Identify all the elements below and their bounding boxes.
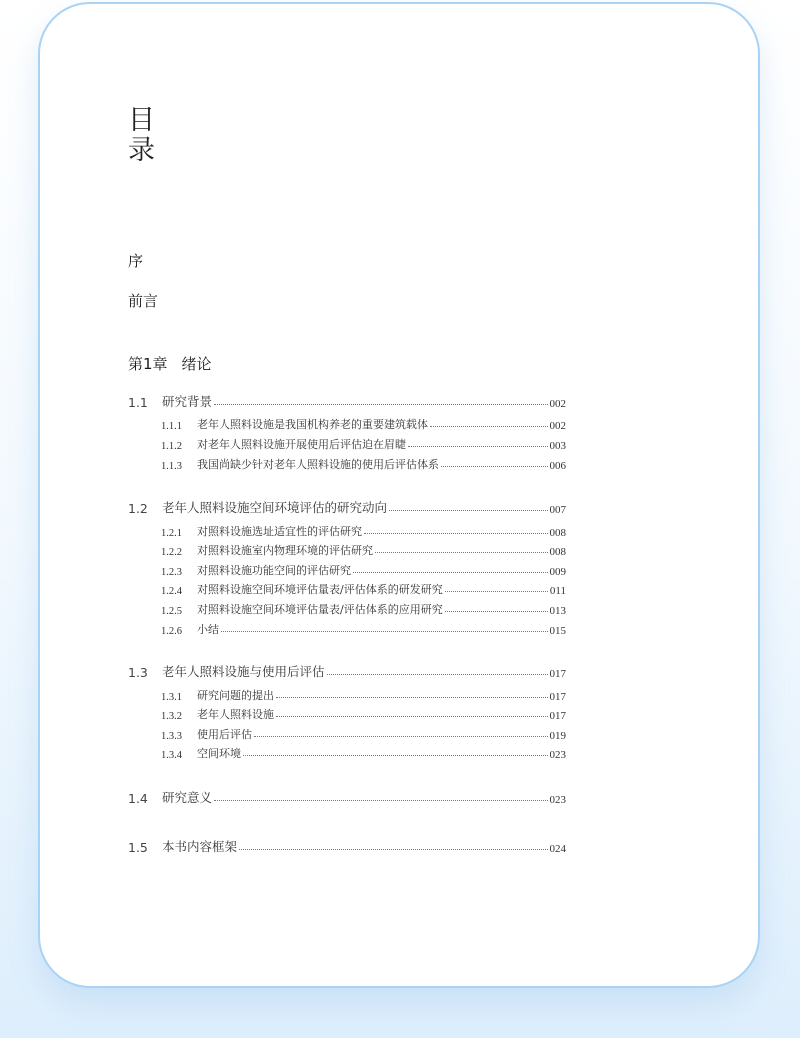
dot-leader — [243, 755, 548, 756]
subsection-number: 1.2.6 — [161, 626, 182, 637]
subsection-number: 1.1.3 — [161, 461, 182, 472]
subsection-number: 1.3.1 — [161, 692, 182, 703]
section-title: 研究意义 — [162, 790, 213, 805]
toc-subsection[interactable] — [161, 436, 566, 452]
dot-leader — [441, 466, 548, 467]
toc-subsection[interactable] — [161, 726, 566, 742]
toc-subsection[interactable] — [161, 687, 566, 703]
subsection-number: 1.2.3 — [161, 567, 182, 578]
dot-leader — [375, 552, 548, 553]
dot-leader — [353, 572, 548, 573]
dot-leader — [364, 533, 548, 534]
subsection-title: 对照料设施空间环境评估量表/评估体系的研发研究 — [197, 583, 443, 596]
page-number: 017 — [549, 691, 566, 703]
page-number: 007 — [549, 504, 566, 516]
dot-leader — [276, 716, 548, 717]
toc-section[interactable] — [128, 662, 566, 680]
chapter-number: 第1章 — [128, 355, 168, 373]
section-title: 研究背景 — [162, 394, 213, 409]
toc-title-char-1: 目 — [128, 105, 155, 136]
toc-subsection[interactable] — [161, 416, 566, 432]
subsection-title: 使用后评估 — [197, 728, 252, 741]
toc-subsection[interactable] — [161, 542, 566, 558]
page-number: 013 — [549, 605, 566, 617]
toc-entry-preface[interactable]: 序 — [128, 252, 144, 270]
toc-subsection[interactable] — [161, 523, 566, 539]
subsection-title: 对照料设施空间环境评估量表/评估体系的应用研究 — [197, 603, 443, 616]
dot-leader — [239, 849, 547, 850]
page-number: 017 — [549, 710, 566, 722]
page-number: 009 — [549, 566, 566, 578]
page-number: 008 — [549, 527, 566, 539]
subsection-title: 对照料设施室内物理环境的评估研究 — [197, 544, 373, 557]
toc-subsection[interactable] — [161, 562, 566, 578]
page-number: 024 — [549, 843, 566, 855]
dot-leader — [327, 674, 548, 675]
dot-leader — [214, 800, 547, 801]
subsection-number: 1.3.2 — [161, 711, 182, 722]
page-number: 002 — [549, 398, 566, 410]
subsection-number: 1.2.5 — [161, 606, 182, 617]
chapter-title: 绪论 — [181, 355, 212, 373]
subsection-title: 老年人照料设施是我国机构养老的重要建筑载体 — [197, 418, 428, 431]
page-number: 008 — [549, 546, 566, 558]
toc-subsection[interactable] — [161, 581, 566, 597]
toc-title-char-2: 录 — [128, 135, 155, 166]
toc-subsection[interactable] — [161, 601, 566, 617]
toc-section[interactable] — [128, 392, 566, 410]
subsection-title: 对照料设施功能空间的评估研究 — [197, 564, 351, 577]
toc-subsection[interactable] — [161, 456, 566, 472]
section-title: 本书内容框架 — [162, 839, 238, 854]
toc-entry-foreword[interactable]: 前言 — [128, 292, 159, 310]
page-number: 023 — [549, 749, 566, 761]
page-number: 003 — [549, 440, 566, 452]
toc-section[interactable] — [128, 788, 566, 806]
section-number: 1.3 — [128, 665, 148, 680]
dot-leader — [445, 591, 548, 592]
dot-leader — [276, 697, 548, 698]
page-number: 015 — [549, 625, 566, 637]
section-number: 1.5 — [128, 840, 148, 855]
section-title: 老年人照料设施空间环境评估的研究动向 — [162, 500, 388, 515]
section-number: 1.2 — [128, 501, 148, 516]
subsection-title: 空间环境 — [197, 747, 241, 760]
subsection-title: 小结 — [197, 623, 219, 636]
subsection-number: 1.2.1 — [161, 528, 182, 539]
subsection-title: 对照料设施选址适宜性的评估研究 — [197, 525, 362, 538]
subsection-number: 1.1.2 — [161, 441, 182, 452]
page-number: 023 — [549, 794, 566, 806]
toc-subsection[interactable] — [161, 621, 566, 637]
subsection-number: 1.3.4 — [161, 750, 182, 761]
dot-leader — [254, 736, 548, 737]
toc-subsection[interactable] — [161, 745, 566, 761]
page-number: 011 — [549, 585, 566, 597]
dot-leader — [214, 404, 547, 405]
section-title: 老年人照料设施与使用后评估 — [162, 664, 325, 679]
toc-section[interactable] — [128, 498, 566, 516]
page-number: 019 — [549, 730, 566, 742]
toc-subsection[interactable] — [161, 706, 566, 722]
chapter-heading[interactable] — [128, 353, 212, 374]
subsection-number: 1.2.4 — [161, 586, 182, 597]
page-number: 017 — [549, 668, 566, 680]
subsection-title: 研究问题的提出 — [197, 689, 274, 702]
toc-title — [128, 106, 164, 166]
subsection-number: 1.1.1 — [161, 421, 182, 432]
dot-leader — [389, 510, 547, 511]
dot-leader — [221, 631, 548, 632]
page-number: 002 — [549, 420, 566, 432]
section-number: 1.1 — [128, 395, 148, 410]
page-number: 006 — [549, 460, 566, 472]
subsection-title: 我国尚缺少针对老年人照料设施的使用后评估体系 — [197, 458, 439, 471]
toc-section[interactable] — [128, 837, 566, 855]
subsection-title: 对老年人照料设施开展使用后评估迫在眉睫 — [197, 438, 406, 451]
dot-leader — [430, 426, 548, 427]
subsection-number: 1.2.2 — [161, 547, 182, 558]
dot-leader — [408, 446, 548, 447]
subsection-title: 老年人照料设施 — [197, 708, 274, 721]
dot-leader — [445, 611, 548, 612]
section-number: 1.4 — [128, 791, 148, 806]
subsection-number: 1.3.3 — [161, 731, 182, 742]
